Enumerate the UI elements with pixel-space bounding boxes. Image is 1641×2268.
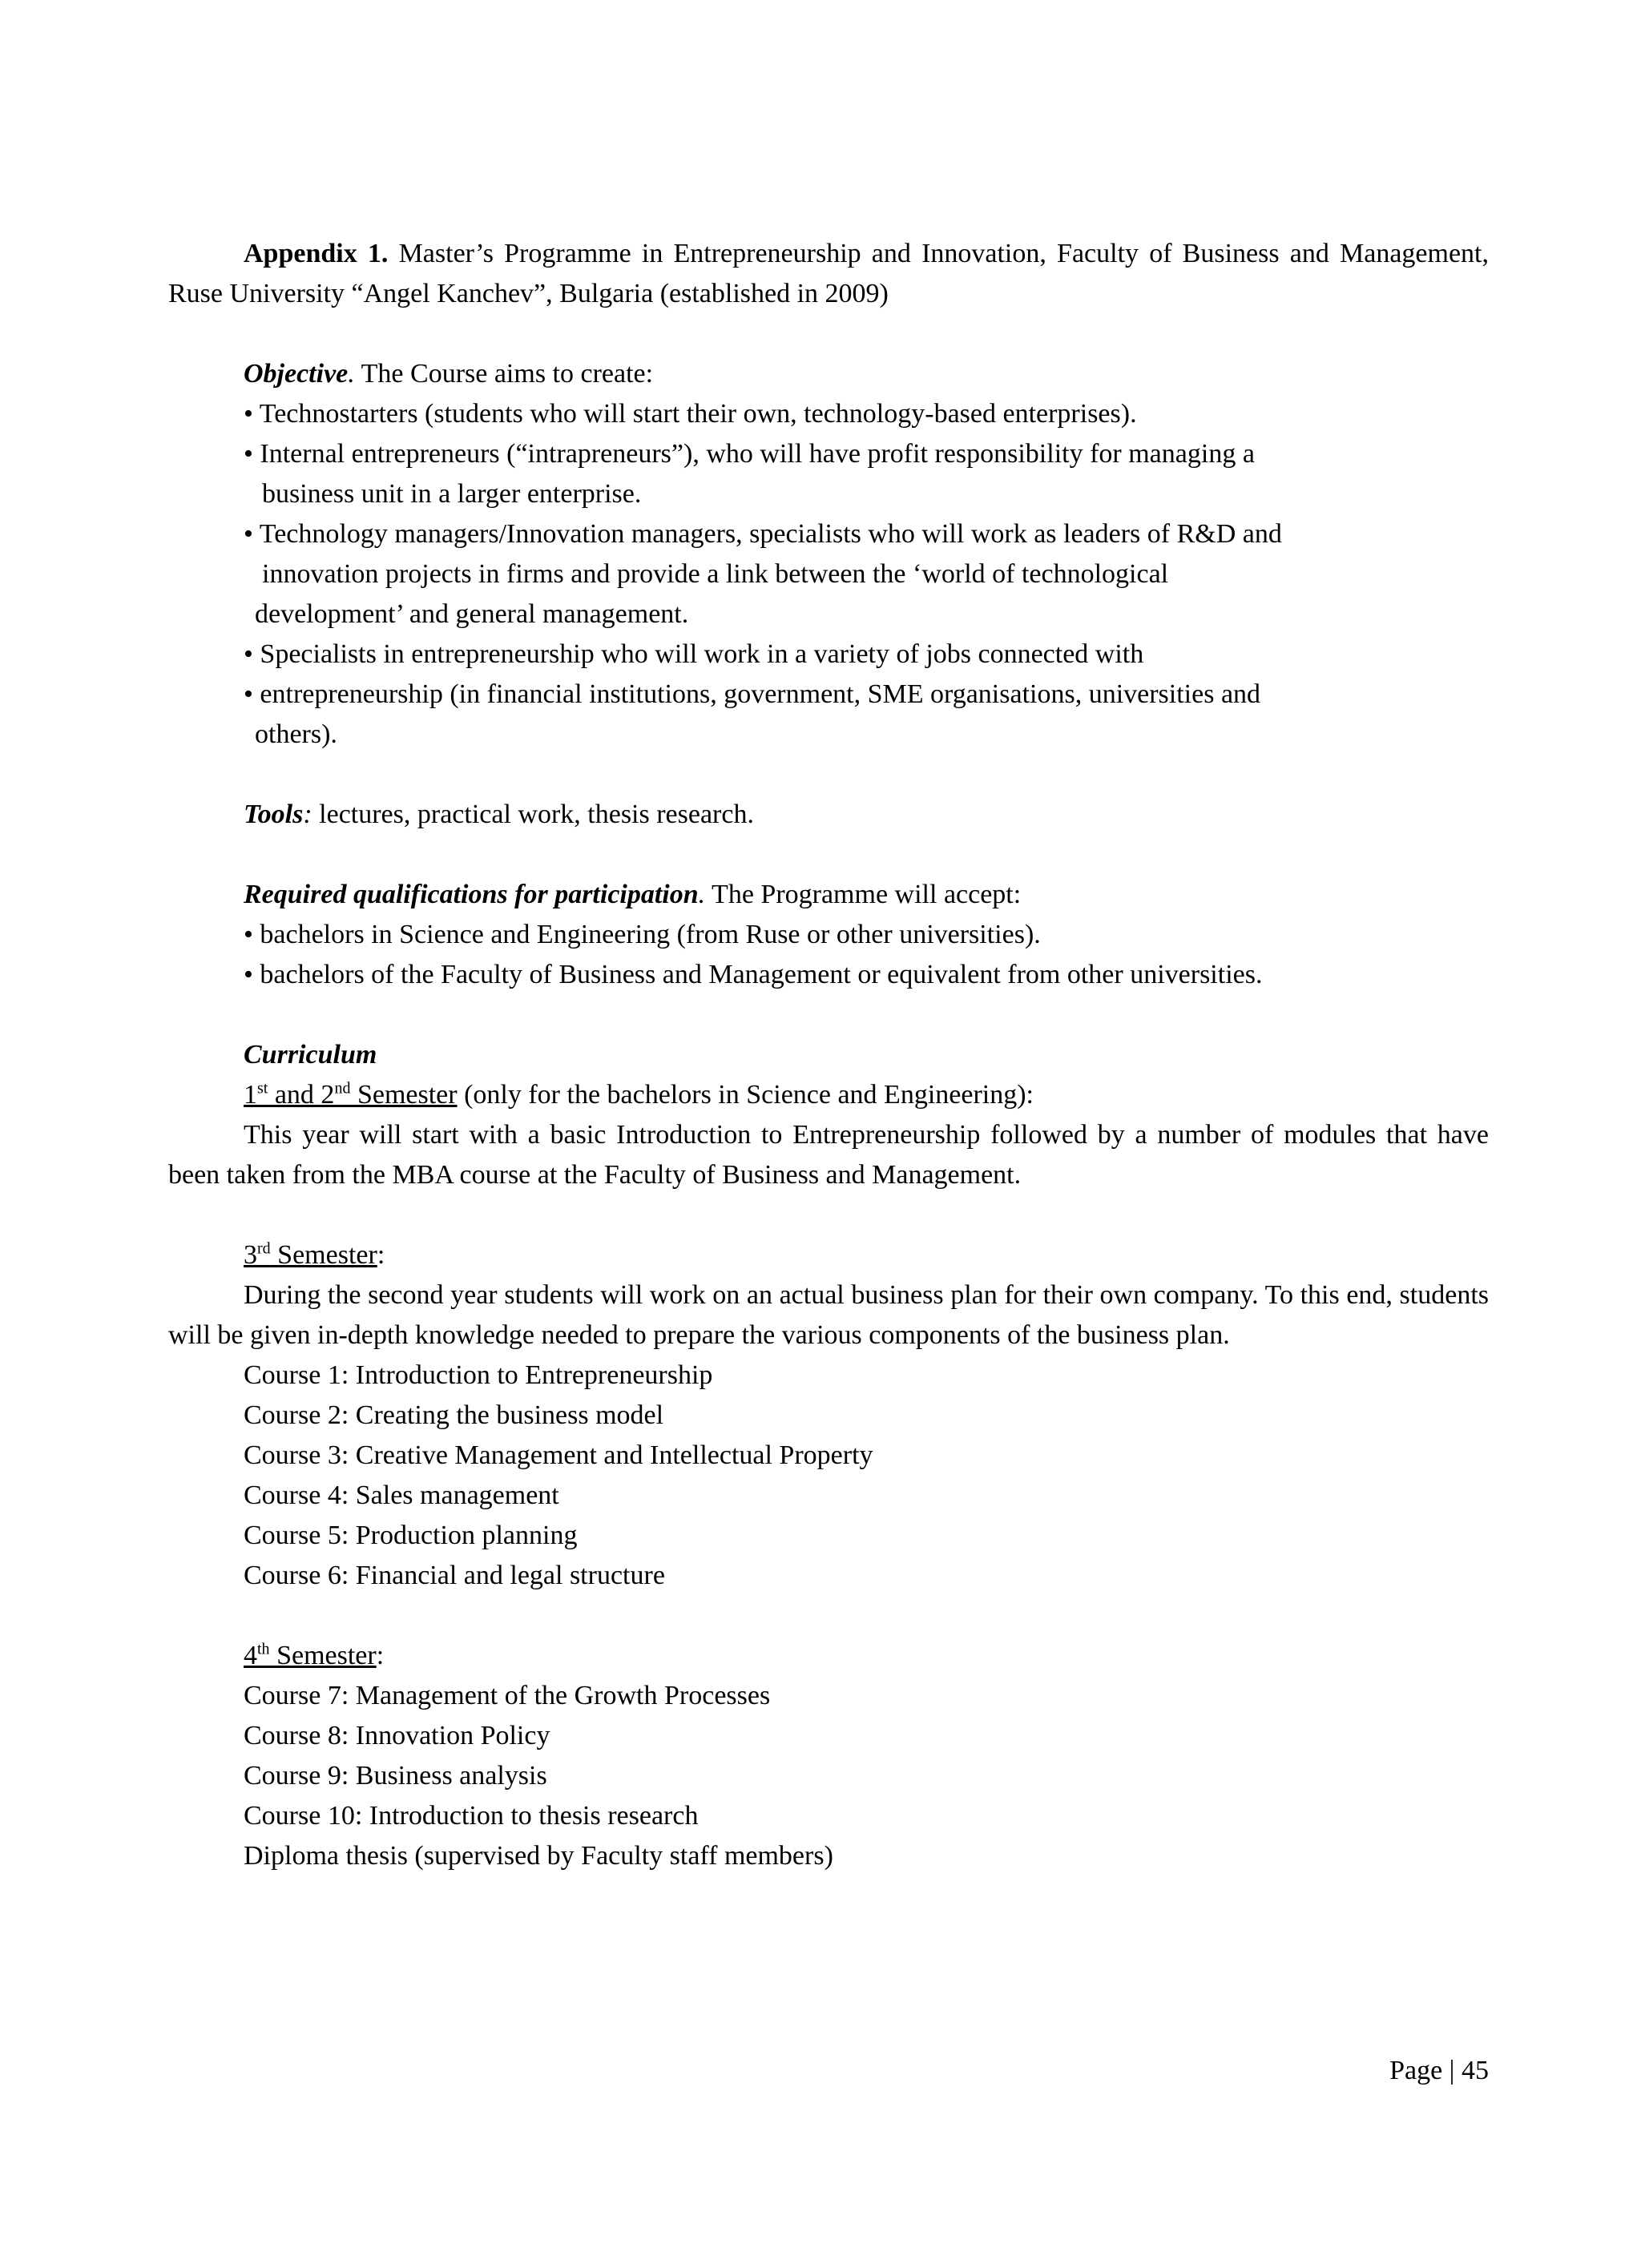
semester-4-heading: 4th Semester: <box>244 1640 385 1670</box>
tools-text: lectures, practical work, thesis research. <box>312 800 754 829</box>
bullet-icon: • <box>244 960 253 989</box>
qualification-bullet: • bachelors of the Faculty of Business and Management or equivalent from other universities. <box>244 960 1263 989</box>
course-item: Course 5: Production planning <box>244 1521 578 1550</box>
qualifications-label: Required qualifications for participation <box>244 880 699 909</box>
bullet-icon: • <box>244 920 253 949</box>
course-item: Course 8: Innovation Policy <box>244 1721 550 1750</box>
objective-bullet-continuation: development’ and general management. <box>255 599 689 629</box>
qualifications-text: The Programme will accept: <box>705 880 1022 909</box>
semester-3-paragraph: During the second year students will work on an actual business plan for their own company. To this end, students will be given in-depth knowledge needed to prepare the various components of the business plan. <box>168 1280 1489 1350</box>
course-item: Course 7: Management of the Growth Processes <box>244 1681 771 1710</box>
spacer <box>168 755 1489 795</box>
course-item: Course 6: Financial and legal structure <box>244 1561 665 1590</box>
bullet-icon: • <box>244 639 253 669</box>
spacer <box>168 314 1489 354</box>
bullet-icon: • <box>244 399 253 429</box>
qualifications-heading: Required qualifications for participation. The Programme will accept: <box>244 880 1022 909</box>
objective-bullet-continuation: others). <box>255 719 337 749</box>
qualification-bullet: • bachelors in Science and Engineering (from Ruse or other universities). <box>244 920 1041 949</box>
curriculum-heading: Curriculum <box>244 1040 377 1070</box>
document-body <box>168 234 1489 1876</box>
objective-heading: Objective. The Course aims to create: <box>244 359 654 389</box>
course-item: Course 3: Creative Management and Intellectual Property <box>244 1440 873 1470</box>
semester-3-heading: 3rd Semester: <box>244 1239 385 1270</box>
semester-1-2-heading: 1st and 2nd Semester (only for the bachelors in Science and Engineering): <box>244 1079 1034 1110</box>
appendix-title-text: Master’s Programme in Entrepreneurship and Innovation, Faculty of Business and Management, Ruse University “Angel Kanchev”, Bulgaria (established in 2009) <box>168 239 1490 308</box>
objective-bullet: • Technostarters (students who will start their own, technology-based enterprises). <box>244 399 1137 429</box>
course-item: Course 9: Business analysis <box>244 1761 547 1791</box>
tools-line: Tools: lectures, practical work, thesis research. <box>244 800 754 829</box>
spacer <box>168 1596 1489 1636</box>
appendix-title <box>168 234 1489 314</box>
semester-1-2-paragraph: This year will start with a basic Introduction to Entrepreneurship followed by a number of modules that have been taken from the MBA course at the Faculty of Business and Management. <box>168 1120 1489 1190</box>
appendix-label: Appendix 1. <box>244 239 389 268</box>
course-item: Course 4: Sales management <box>244 1480 559 1510</box>
spacer <box>168 835 1489 875</box>
objective-bullet: • Technology managers/Innovation managers, specialists who will work as leaders of R&D and <box>244 519 1282 549</box>
bullet-icon: • <box>244 519 253 549</box>
objective-bullet: • Specialists in entrepreneurship who will work in a variety of jobs connected with <box>244 639 1144 669</box>
objective-bullet: • entrepreneurship (in financial institutions, government, SME organisations, universities and <box>244 679 1261 709</box>
page-number: Page | 45 <box>1389 2056 1489 2085</box>
objective-bullet-continuation: business unit in a larger enterprise. <box>262 479 642 509</box>
spacer <box>168 1195 1489 1235</box>
course-item: Course 2: Creating the business model <box>244 1400 664 1430</box>
tools-label: Tools <box>244 800 304 829</box>
objective-bullet-continuation: innovation projects in firms and provide a link between the ‘world of technological <box>262 559 1169 589</box>
objective-text: The Course aims to create: <box>354 359 654 389</box>
course-item: Course 1: Introduction to Entrepreneurship <box>244 1360 713 1390</box>
spacer <box>168 995 1489 1035</box>
objective-bullet: • Internal entrepreneurs (“intrapreneurs”), who will have profit responsibility for managing a <box>244 439 1255 469</box>
bullet-icon: • <box>244 439 253 469</box>
course-item: Course 10: Introduction to thesis research <box>244 1801 699 1831</box>
objective-label: Objective <box>244 359 349 389</box>
bullet-icon: • <box>244 679 253 709</box>
course-item: Diploma thesis (supervised by Faculty staff members) <box>244 1841 833 1871</box>
